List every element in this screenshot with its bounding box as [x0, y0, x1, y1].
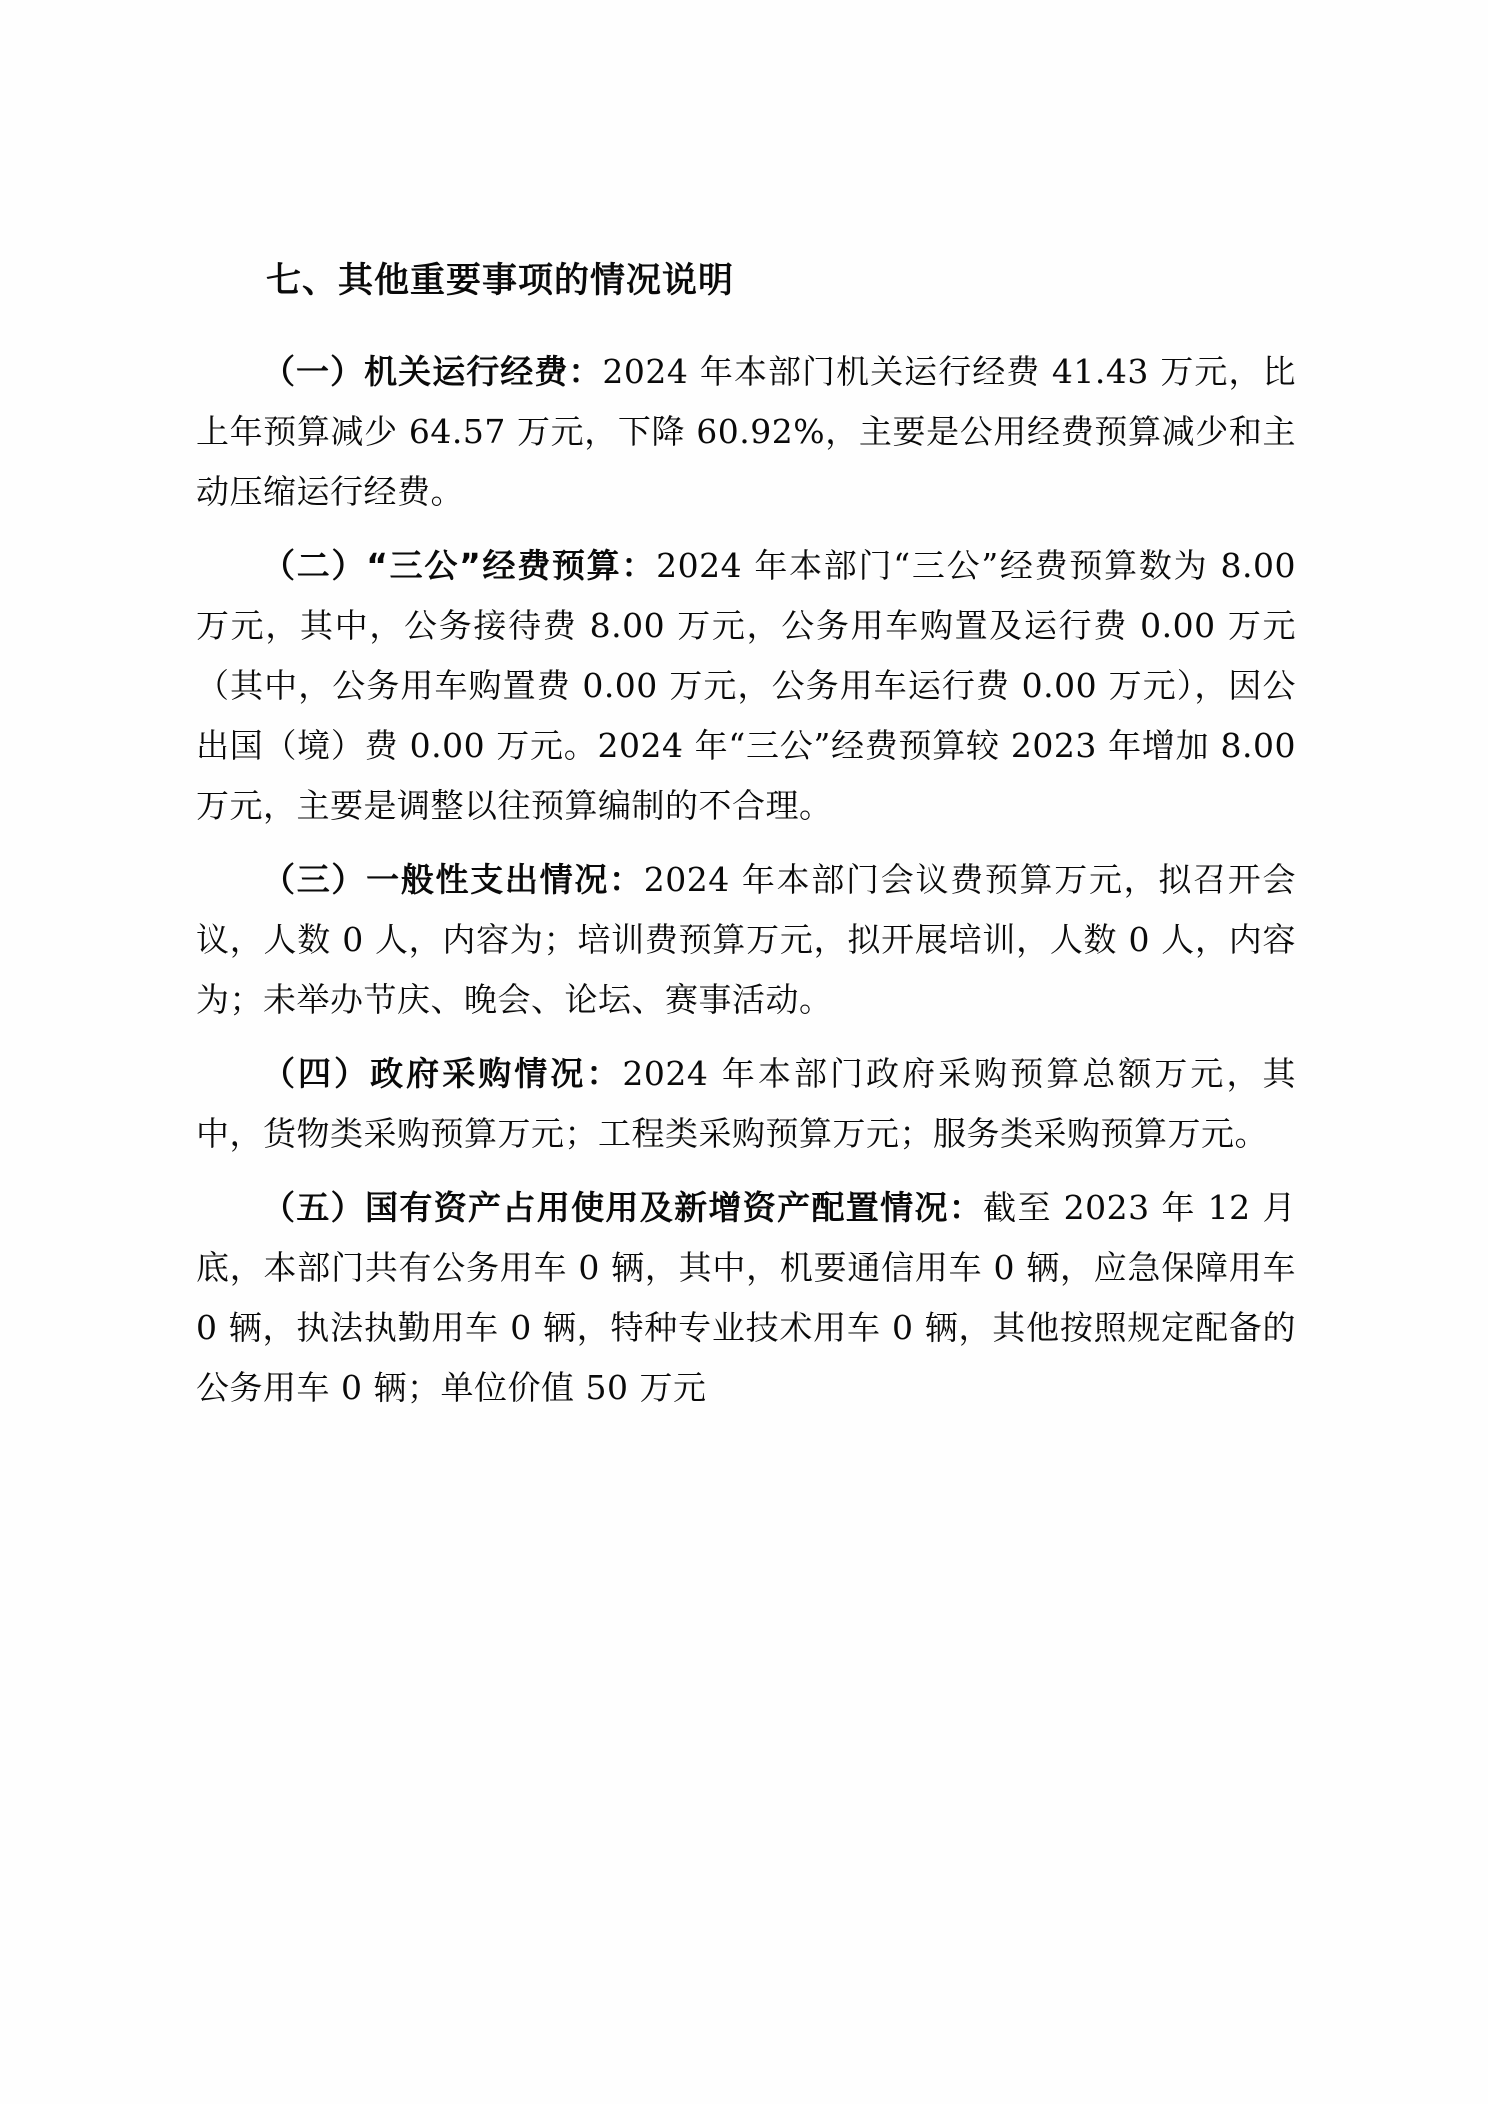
paragraph-4-lead: （四）政府采购情况： [262, 1054, 623, 1094]
section-heading: 七、其他重要事项的情况说明 [266, 261, 735, 301]
paragraph-5-body: 截至 2023 年 12 月底，本部门共有公务用车 0 辆，其中，机要通信用车 0 辆，应急保障用车 0 辆，执法执勤用车 0 辆，特种专业技术用车 0 辆，其他按照规定配备的公务用车 0 辆；单位价值 50 万元 [196, 1188, 1296, 1408]
paragraph-4-body: 2024 年本部门政府采购预算总额万元，其中，货物类采购预算万元；工程类采购预算万元；服务类采购预算万元。 [196, 1054, 1296, 1154]
paragraph-5-lead: （五）国有资产占用使用及新增资产配置情况： [262, 1188, 984, 1228]
paragraph-3-body: 2024 年本部门会议费预算万元，拟召开会议，人数 0 人，内容为；培训费预算万元，拟开展培训，人数 0 人，内容为；未举办节庆、晚会、论坛、赛事活动。 [196, 859, 1296, 1019]
paragraph-2-lead: （二）“三公”经费预算： [262, 545, 657, 585]
paragraph-5 [196, 1178, 1296, 1418]
document-body [196, 255, 1296, 1432]
paragraph-2-body: 2024 年本部门“三公”经费预算数为 8.00 万元，其中，公务接待费 8.00 万元，公务用车购置及运行费 0.00 万元（其中，公务用车购置费 0.00 万元，公务用车运行费 0.00 万元），因公出国（境）费 0.00 万元。2024 年“三公”经费预算较 2023 年增加 8.00 万元，主要是调整以往预算编制的不合理。 [196, 545, 1296, 825]
paragraph-1-body: 2024 年本部门机关运行经费 41.43 万元，比上年预算减少 64.57 万元，下降 60.92%，主要是公用经费预算减少和主动压缩运行经费。 [196, 351, 1296, 511]
paragraph-1-lead: （一）机关运行经费： [262, 351, 603, 391]
paragraph-4 [196, 1044, 1296, 1164]
paragraph-3-lead: （三）一般性支出情况： [262, 859, 644, 899]
paragraph-3 [196, 850, 1296, 1030]
paragraph-1 [196, 342, 1296, 522]
paragraph-2 [196, 536, 1296, 836]
